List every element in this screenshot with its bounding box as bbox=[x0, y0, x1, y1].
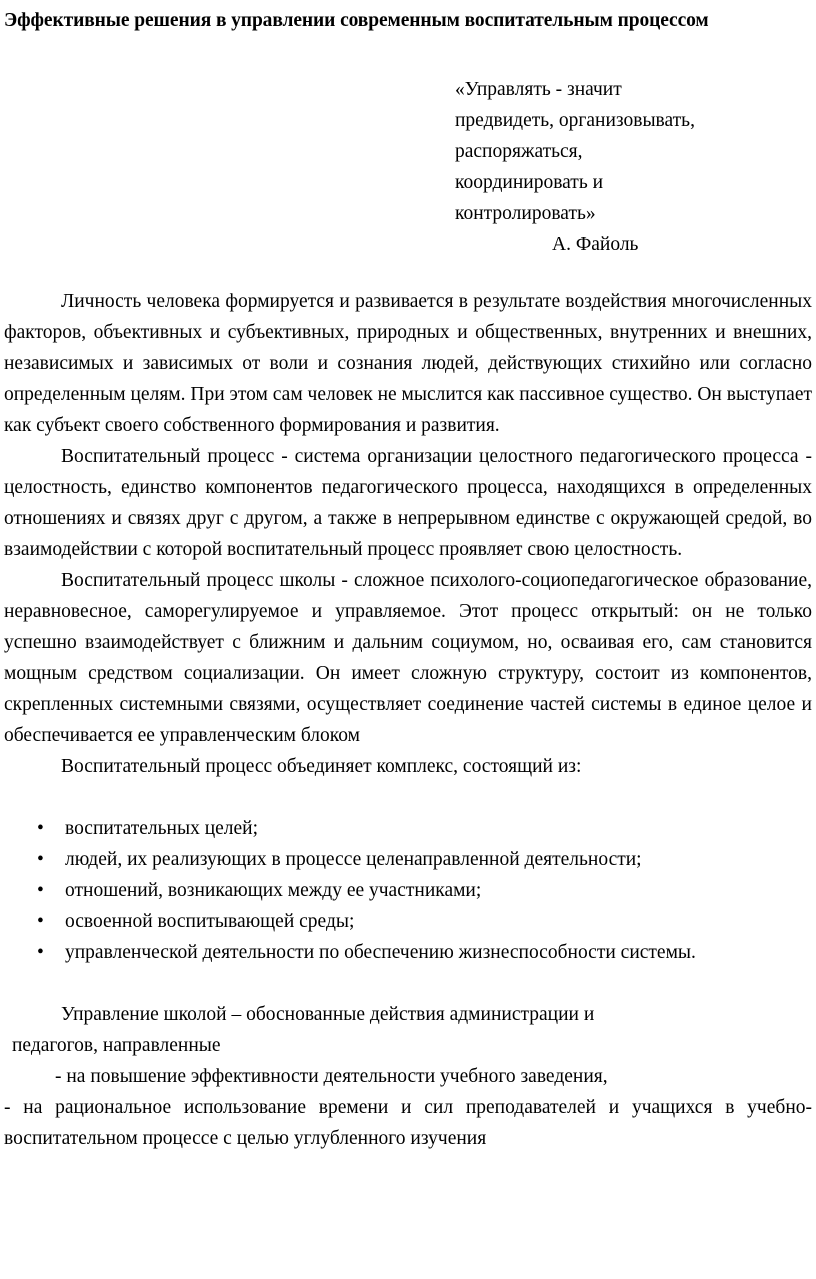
bullet-icon: • bbox=[37, 818, 44, 839]
epigraph-spacer bbox=[0, 260, 816, 286]
paragraph-complex-intro: Воспитательный процесс объединяет комплекс, состоящий из: bbox=[61, 756, 582, 777]
components-list bbox=[4, 813, 812, 968]
epigraph-author: А. Файоль bbox=[552, 234, 639, 255]
list-item-label: отношений, возникающих между ее участниками; bbox=[65, 880, 482, 901]
list-spacer bbox=[4, 782, 812, 813]
epigraph-line: предвидеть, организовывать, bbox=[455, 110, 695, 131]
paragraph-school-process: Воспитательный процесс школы - сложное психолого-социопедагогическое образование, неравновесное, саморегулируемое и управляемое. Этот процесс открытый: он не только успешно взаимодействует с ближним и дальним социумом, но, осваивая его, сам становится мощным средством социализации. Он имеет сложную структуру, состоит из компонентов, скрепленных системными связями, осуществляет соединение частей системы в единое целое и обеспечивается ее управленческим блоком bbox=[4, 570, 812, 746]
body-text bbox=[0, 286, 816, 999]
list-item-label: воспитательных целей; bbox=[65, 818, 259, 839]
epigraph-line: распоряжаться, bbox=[455, 141, 583, 162]
closing-spacer bbox=[4, 968, 812, 999]
epigraph-block bbox=[0, 74, 705, 260]
paragraph-upbringing-process: Воспитательный процесс - система организации целостного педагогического процесса - целостность, единство компонентов педагогического процесса, находящихся в определенных отношениях и связях друг с другом, а также в непрерывном единстве с окружающей средой, во взаимодействии с которой воспитательный процесс проявляет свою целостность. bbox=[4, 446, 812, 560]
closing-item-effectiveness: - на повышение эффективности деятельности учебного заведения, bbox=[55, 1066, 608, 1087]
list-item bbox=[4, 906, 812, 937]
list-item bbox=[4, 875, 812, 906]
paragraph-personality: Личность человека формируется и развивается в результате воздействия многочисленных факторов, объективных и субъективных, природных и общественных, внутренних и внешних, независимых и зависимых от воли и сознания людей, действующих стихийно или согласно определенным целям. При этом сам человек не мыслится как пассивное существо. Он выступает как субъект своего собственного формирования и развития. bbox=[4, 291, 812, 436]
list-item-label: освоенной воспитывающей среды; bbox=[65, 911, 355, 932]
bullet-icon: • bbox=[37, 942, 44, 963]
closing-block bbox=[0, 999, 816, 1154]
epigraph-line: «Управлять - значит bbox=[455, 79, 622, 100]
list-item bbox=[4, 813, 812, 844]
bullet-icon: • bbox=[37, 880, 44, 901]
closing-item-rational-use: - на рациональное использование времени и сил преподавателей и учащихся в учебно-воспитательном процессе с целью углубленного изучения bbox=[4, 1097, 812, 1149]
bullet-icon: • bbox=[37, 849, 44, 870]
closing-lead-continuation: педагогов, направленные bbox=[12, 1035, 221, 1056]
bullet-icon: • bbox=[37, 911, 44, 932]
closing-lead: Управление школой – обоснованные действия администрации и bbox=[61, 1004, 595, 1025]
list-item bbox=[4, 937, 812, 968]
list-item-label: людей, их реализующих в процессе целенаправленной деятельности; bbox=[65, 849, 642, 870]
list-item-label: управленческой деятельности по обеспечению жизнеспособности системы. bbox=[65, 942, 696, 963]
page-title: Эффективные решения в управлении современным воспитательным процессом bbox=[4, 10, 709, 31]
list-item bbox=[4, 844, 812, 875]
title-spacer bbox=[0, 34, 816, 74]
epigraph-line: координировать и bbox=[455, 172, 604, 193]
epigraph-line: контролировать» bbox=[455, 203, 596, 224]
